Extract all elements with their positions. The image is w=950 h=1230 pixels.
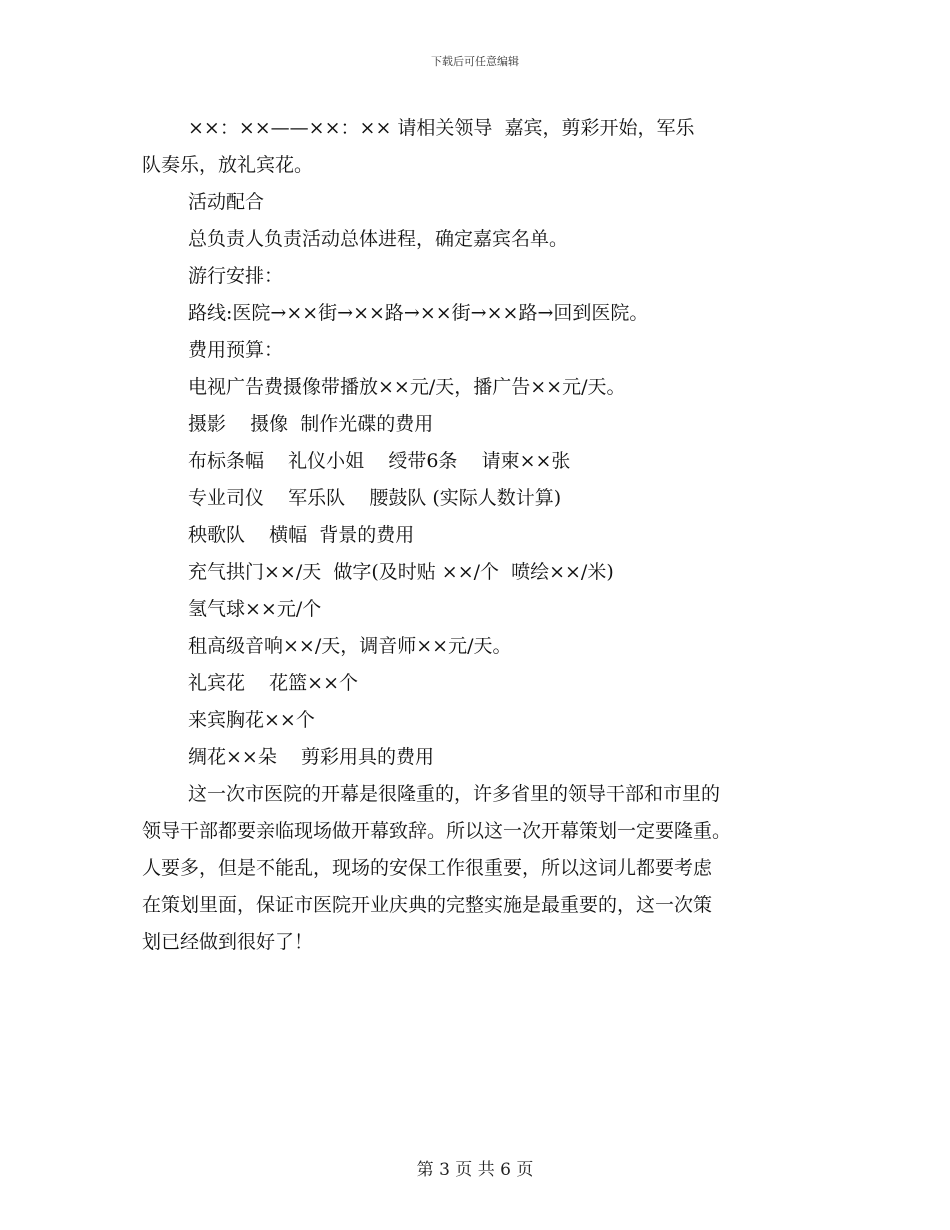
budget-item: 电视广告费摄像带播放××元/天，播广告××元/天。 (188, 376, 626, 398)
page-number-footer: 第 3 页 共 6 页 (416, 1160, 534, 1180)
budget-item: 租高级音响××/天，调音师××元/天。 (188, 635, 512, 657)
section-heading: 活动配合 (188, 191, 265, 213)
paragraph-line: 人要多，但是不能乱，现场的安保工作很重要，所以这词儿都要考虑 (142, 857, 713, 879)
text-line: ××：××——××：×× 请相关领导 嘉宾，剪彩开始，军乐 (188, 117, 695, 139)
budget-item: 专业司仪 军乐队 腰鼓队 (实际人数计算) (188, 487, 562, 509)
budget-item: 充气拱门××/天 做字(及时贴 ××/个 喷绘××/米) (188, 561, 614, 583)
budget-item: 礼宾花 花篮××个 (188, 672, 358, 694)
budget-item: 布标条幅 礼仪小姐 绶带6条 请柬××张 (188, 450, 571, 472)
budget-item: 秧歌队 横幅 背景的费用 (188, 524, 415, 546)
paragraph-line: 在策划里面，保证市医院开业庆典的完整实施是最重要的，这一次策 (142, 894, 713, 916)
paragraph-line: 领导干部都要亲临现场做开幕致辞。所以这一次开幕策划一定要隆重。 (142, 820, 732, 842)
budget-item: 氢气球××元/个 (188, 598, 322, 620)
document-body (142, 110, 810, 961)
paragraph-line: 划已经做到很好了！ (142, 931, 314, 953)
page-header: 下载后可任意编辑 (431, 55, 519, 68)
section-heading: 费用预算： (188, 339, 284, 361)
section-heading: 游行安排： (188, 265, 284, 287)
budget-item: 摄影 摄像 制作光碟的费用 (188, 413, 434, 435)
text-line: 路线:医院→××街→××路→××街→××路→回到医院。 (188, 302, 649, 324)
closing-paragraph (142, 776, 810, 961)
budget-item: 来宾胸花××个 (188, 709, 315, 731)
text-line: 队奏乐，放礼宾花。 (142, 154, 314, 176)
text-line: 总负责人负责活动总体进程，确定嘉宾名单。 (188, 228, 569, 250)
budget-item: 绸花××朵 剪彩用具的费用 (188, 746, 434, 768)
paragraph-line: 这一次市医院的开幕是很隆重的，许多省里的领导干部和市里的 (188, 783, 721, 805)
